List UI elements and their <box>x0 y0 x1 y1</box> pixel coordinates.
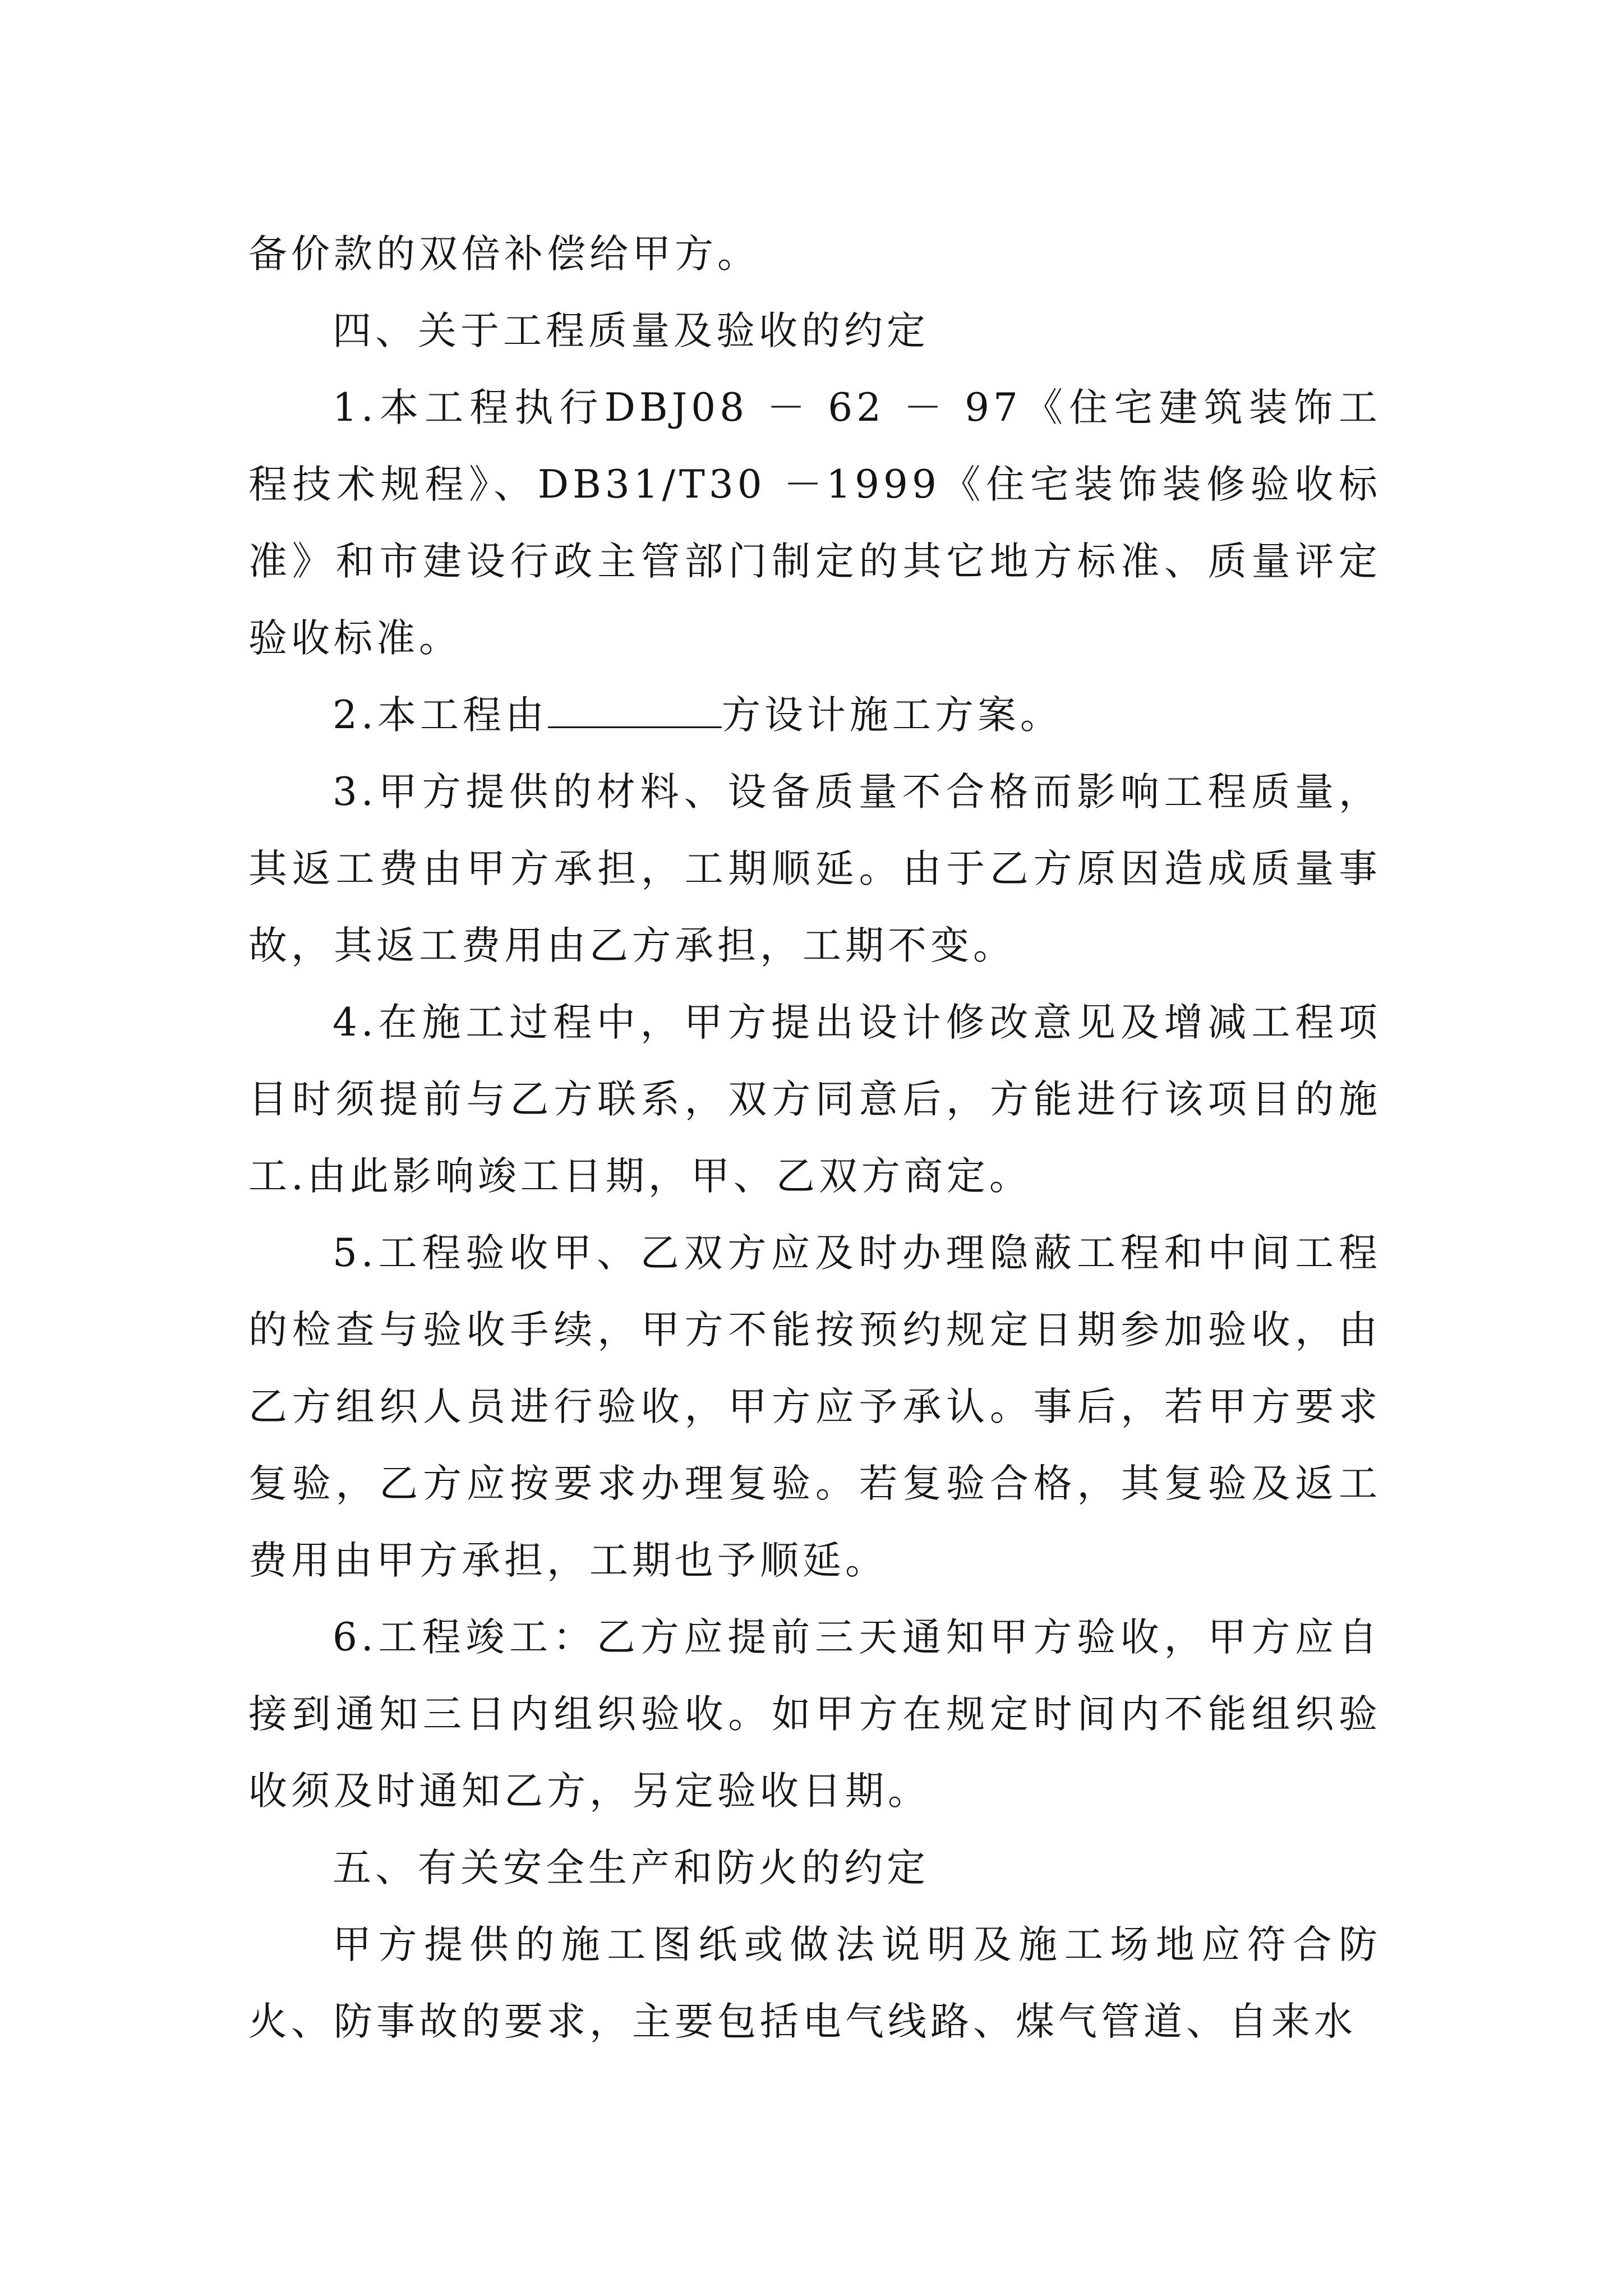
clause-4: 4.在施工过程中，甲方提出设计修改意见及增减工程项目时须提前与乙方联系，双方同意后，方能进行该项目的施工.由此影响竣工日期，甲、乙双方商定。 <box>248 1000 1381 1199</box>
fill-in-blank <box>548 694 722 728</box>
clause-2-text-after: 方设计施工方案。 <box>721 693 1063 738</box>
clause-3: 3.甲方提供的材料、设备质量不合格而影响工程质量，其返工费由甲方承担，工期顺延。由于乙方原因造成质量事故，其返工费用由乙方承担，工期不变。 <box>248 770 1381 968</box>
clause-2 <box>248 677 1381 754</box>
clause-6: 6.工程竣工：乙方应提前三天通知甲方验收，甲方应自接到通知三日内组织验收。如甲方在规定时间内不能组织验收须及时通知乙方，另定验收日期。 <box>248 1615 1381 1814</box>
clause-1: 1.本工程执行DBJ08 － 62 － 97《住宅建筑装饰工程技术规程》、DB31/T30 －1999《住宅装饰装修验收标准》和市建设行政主管部门制定的其它地方标准、质量评定验收标准。 <box>248 385 1381 661</box>
clause-2-text-before: 2.本工程由 <box>333 693 548 738</box>
section-heading-5: 五、有关安全生产和防火的约定 <box>333 1846 929 1890</box>
paragraph-continuation: 备价款的双倍补偿给甲方。 <box>248 232 760 277</box>
clause-5: 5.工程验收甲、乙双方应及时办理隐蔽工程和中间工程的检查与验收手续，甲方不能按预约规定日期参加验收，由乙方组织人员进行验收，甲方应予承认。事后，若甲方要求复验，乙方应按要求办理复验。若复验合格，其复验及返工费用由甲方承担，工期也予顺延。 <box>248 1231 1381 1583</box>
document-body <box>248 216 1381 2060</box>
section-5-paragraph: 甲方提供的施工图纸或做法说明及施工场地应符合防火、防事故的要求，主要包括电气线路、煤气管道、自来水 <box>248 1922 1381 2044</box>
section-heading-4: 四、关于工程质量及验收的约定 <box>333 309 929 353</box>
